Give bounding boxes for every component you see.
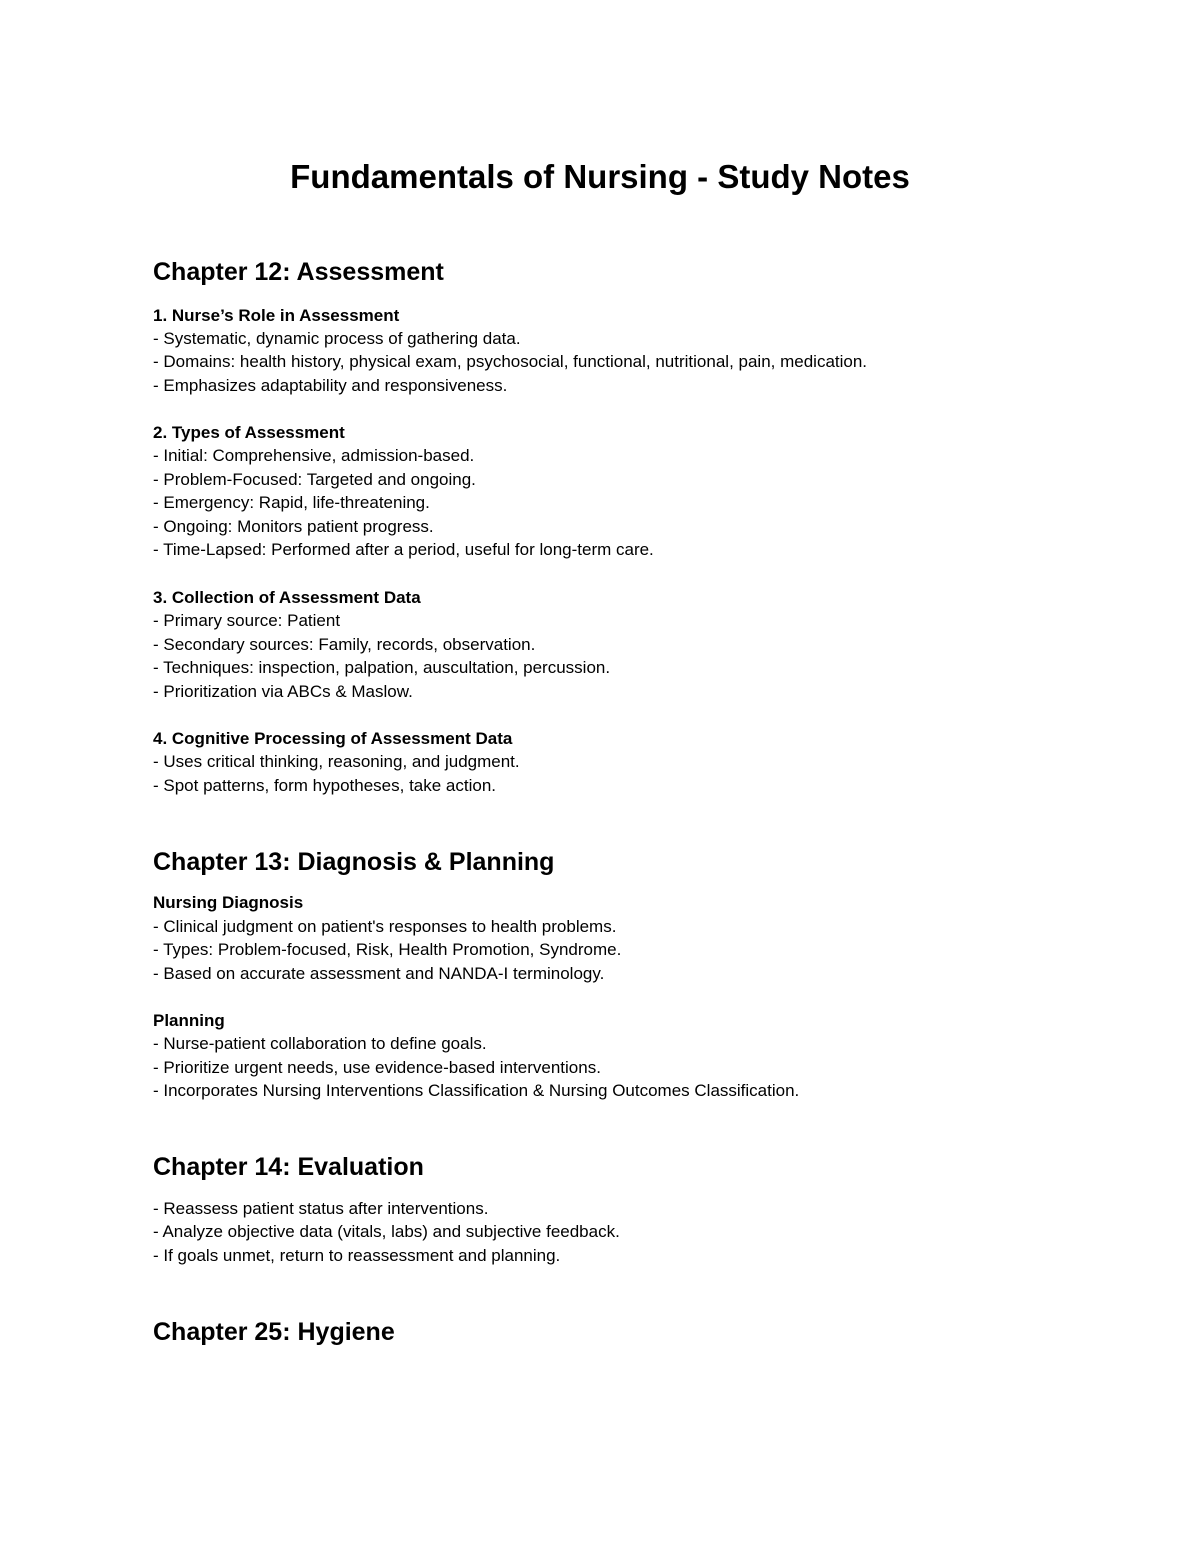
section-heading: Nursing Diagnosis bbox=[153, 893, 304, 912]
list-item: - If goals unmet, return to reassessment and planning. bbox=[153, 1246, 561, 1265]
list-item: - Initial: Comprehensive, admission-based. bbox=[153, 446, 475, 465]
list-item: - Nurse-patient collaboration to define goals. bbox=[153, 1034, 487, 1053]
list-item: - Time-Lapsed: Performed after a period, useful for long-term care. bbox=[153, 540, 654, 559]
list-item: - Ongoing: Monitors patient progress. bbox=[153, 517, 434, 536]
section-heading: 4. Cognitive Processing of Assessment Data bbox=[153, 729, 513, 748]
list-item: - Reassess patient status after interventions. bbox=[153, 1199, 489, 1218]
list-item: - Domains: health history, physical exam, psychosocial, functional, nutritional, pain, medication. bbox=[153, 352, 868, 371]
list-item: - Emergency: Rapid, life-threatening. bbox=[153, 493, 430, 512]
list-item: - Spot patterns, form hypotheses, take action. bbox=[153, 776, 497, 795]
list-item: - Secondary sources: Family, records, observation. bbox=[153, 635, 536, 654]
chapter-12-heading: Chapter 12: Assessment bbox=[153, 258, 444, 286]
chapter-25-heading: Chapter 25: Hygiene bbox=[153, 1318, 395, 1346]
chapter-13-heading: Chapter 13: Diagnosis & Planning bbox=[153, 848, 555, 876]
section-heading: 1. Nurse’s Role in Assessment bbox=[153, 306, 400, 325]
section-heading: Planning bbox=[153, 1011, 225, 1030]
document-title: Fundamentals of Nursing - Study Notes bbox=[290, 158, 910, 195]
list-item: - Emphasizes adaptability and responsiveness. bbox=[153, 376, 508, 395]
list-item: - Uses critical thinking, reasoning, and judgment. bbox=[153, 752, 520, 771]
list-item: - Clinical judgment on patient's responses to health problems. bbox=[153, 917, 617, 936]
list-item: - Systematic, dynamic process of gathering data. bbox=[153, 329, 521, 348]
list-item: - Analyze objective data (vitals, labs) and subjective feedback. bbox=[153, 1222, 620, 1241]
list-item: - Prioritize urgent needs, use evidence-based interventions. bbox=[153, 1058, 601, 1077]
list-item: - Based on accurate assessment and NANDA-I terminology. bbox=[153, 964, 605, 983]
list-item: - Prioritization via ABCs & Maslow. bbox=[153, 682, 413, 701]
section-heading: 3. Collection of Assessment Data bbox=[153, 588, 421, 607]
chapter-14-heading: Chapter 14: Evaluation bbox=[153, 1153, 424, 1181]
list-item: - Problem-Focused: Targeted and ongoing. bbox=[153, 470, 476, 489]
list-item: - Techniques: inspection, palpation, auscultation, percussion. bbox=[153, 658, 611, 677]
list-item: - Primary source: Patient bbox=[153, 611, 341, 630]
list-item: - Incorporates Nursing Interventions Classification & Nursing Outcomes Classification. bbox=[153, 1081, 800, 1100]
list-item: - Types: Problem-focused, Risk, Health Promotion, Syndrome. bbox=[153, 940, 622, 959]
section-heading: 2. Types of Assessment bbox=[153, 423, 345, 442]
